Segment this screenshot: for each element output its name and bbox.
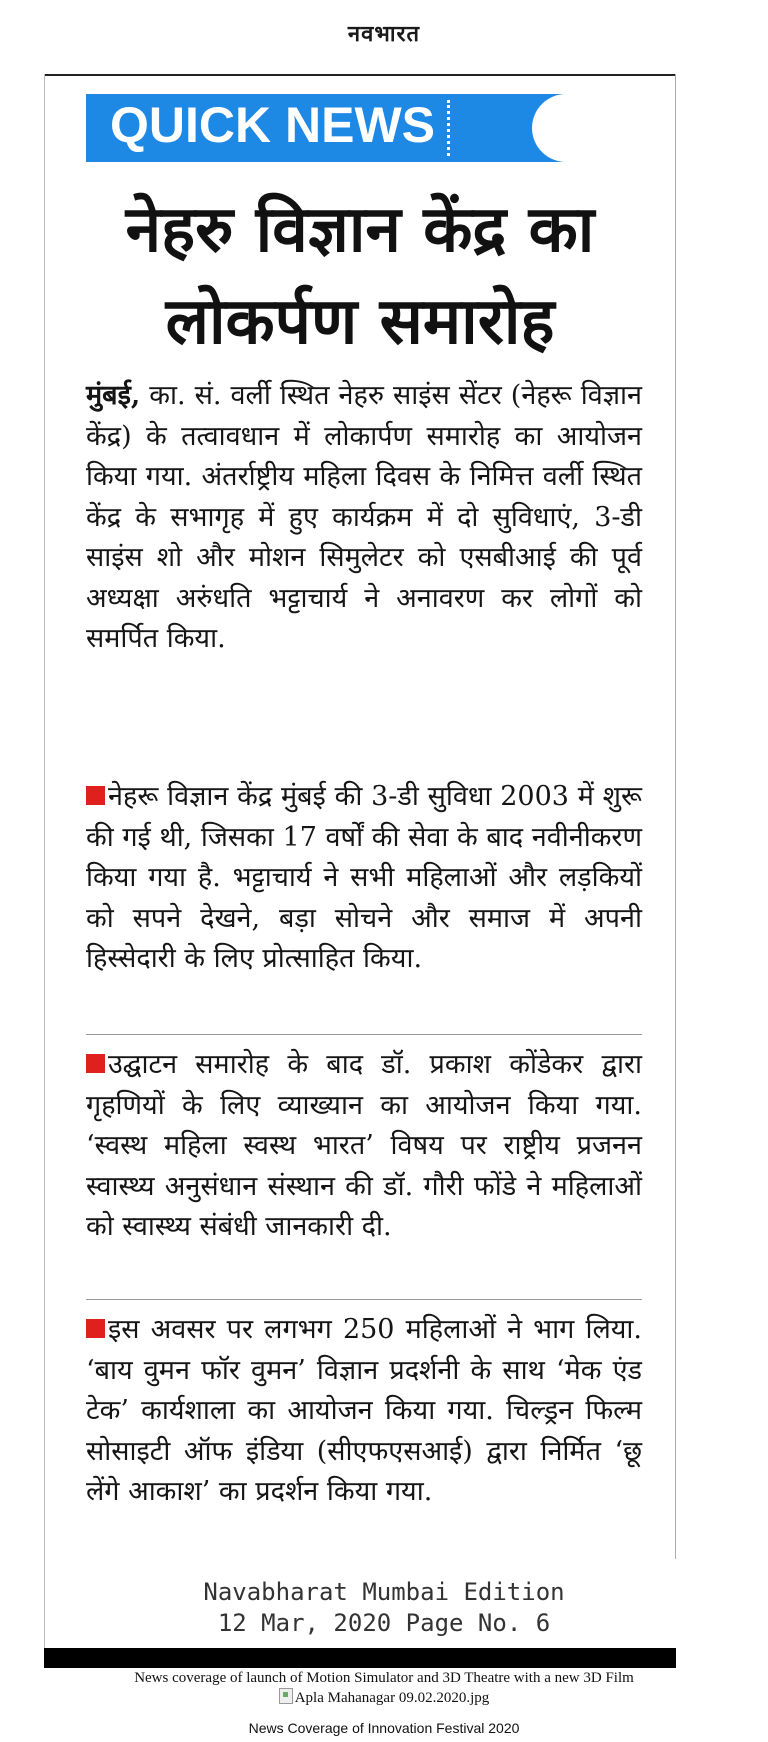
- article-paragraph-3: [86, 1045, 642, 1248]
- article-dateline: मुंबई,: [86, 380, 141, 411]
- edition-date-page: 12 Mar, 2020 Page No. 6: [217, 1609, 551, 1637]
- top-rule: [44, 74, 676, 76]
- article-paragraph-2: [86, 777, 642, 980]
- broken-image-link[interactable]: [0, 1688, 768, 1707]
- edition-info: [0, 1577, 768, 1639]
- paragraph-separator: [86, 1034, 642, 1035]
- paragraph-2-text: नेहरू विज्ञान केंद्र मुंबई की 3-डी सुविधा 2003 में शुरू की गई थी, जिसका 17 वर्षों की सेवा के बाद नवीनीकरण किया गया है. भट्टाचार्य ने सभी महिलाओं और लड़कियों को सपने देखने, बड़ा सोचने और समाज में अपनी हिस्सेदारी के लिए प्रोत्साहित किया.: [86, 781, 642, 974]
- red-square-bullet-icon: [86, 786, 105, 805]
- banner-end-cap: [532, 94, 592, 162]
- headline-line-2: लोकर्पण समारोह: [165, 285, 555, 359]
- article-paragraph-1: [86, 376, 642, 660]
- left-rule: [44, 74, 45, 1662]
- broken-image-icon: [279, 1688, 293, 1704]
- article-paragraph-4: [86, 1310, 642, 1513]
- paragraph-1-text: का. सं. वर्ली स्थित नेहरु साइंस सेंटर (नेहरू विज्ञान केंद्र) के तत्वावधान में लोकार्पण समारोह का आयोजन किया गया. अंतर्राष्ट्रीय महिला दिवस के निमित्त वर्ली स्थित केंद्र के सभागृह में हुए कार्यक्रम में दो सुविधाएं, 3-डी साइंस शो और मोशन सिमुलेटर को एसबीआई की पूर्व अध्यक्षा अरुंधति भट्टाचार्य ने अनावरण कर लोगों को समर्पित किया.: [86, 380, 642, 654]
- edition-name: Navabharat Mumbai Edition: [203, 1578, 565, 1606]
- banner-dotted-divider: [447, 100, 450, 156]
- image-alt-text: Apla Mahanagar 09.02.2020.jpg: [294, 1690, 490, 1706]
- red-square-bullet-icon: [86, 1054, 105, 1073]
- paragraph-3-text: उद्घाटन समारोह के बाद डॉ. प्रकाश कोंडेकर द्वारा गृहणियों के लिए व्याख्यान का आयोजन किया गया. ‘स्वस्थ महिला स्वस्थ भारत’ विषय पर राष्ट्रीय प्रजनन स्वास्थ्य अनुसंधान संस्थान की डॉ. गौरी फोंडे ने महिलाओं को स्वास्थ्य संबंधी जानकारी दी.: [86, 1049, 642, 1242]
- quick-news-label: QUICK NEWS: [110, 97, 435, 153]
- red-square-bullet-icon: [86, 1319, 105, 1338]
- right-rule: [675, 74, 676, 1559]
- black-divider-bar: [44, 1648, 676, 1668]
- paragraph-separator: [86, 1299, 642, 1300]
- article-headline: [70, 184, 650, 368]
- headline-line-1: नेहरु विज्ञान केंद्र का: [125, 193, 595, 267]
- newspaper-masthead: नवभारत: [347, 22, 421, 47]
- innovation-festival-caption: News Coverage of Innovation Festival 2020: [248, 1720, 520, 1736]
- paragraph-4-text: इस अवसर पर लगभग 250 महिलाओं ने भाग लिया. ‘बाय वुमन फॉर वुमन’ विज्ञान प्रदर्शनी के साथ ‘मेक एंड टेक’ कार्यशाला का आयोजन किया गया. चिल्ड्रन फिल्म सोसाइटी ऑफ इंडिया (सीएफएसआई) द्वारा निर्मित ‘छू लेंगे आकाश’ का प्रदर्शन किया गया.: [86, 1314, 642, 1507]
- news-coverage-caption: News coverage of launch of Motion Simulator and 3D Theatre with a new 3D Film: [134, 1670, 634, 1686]
